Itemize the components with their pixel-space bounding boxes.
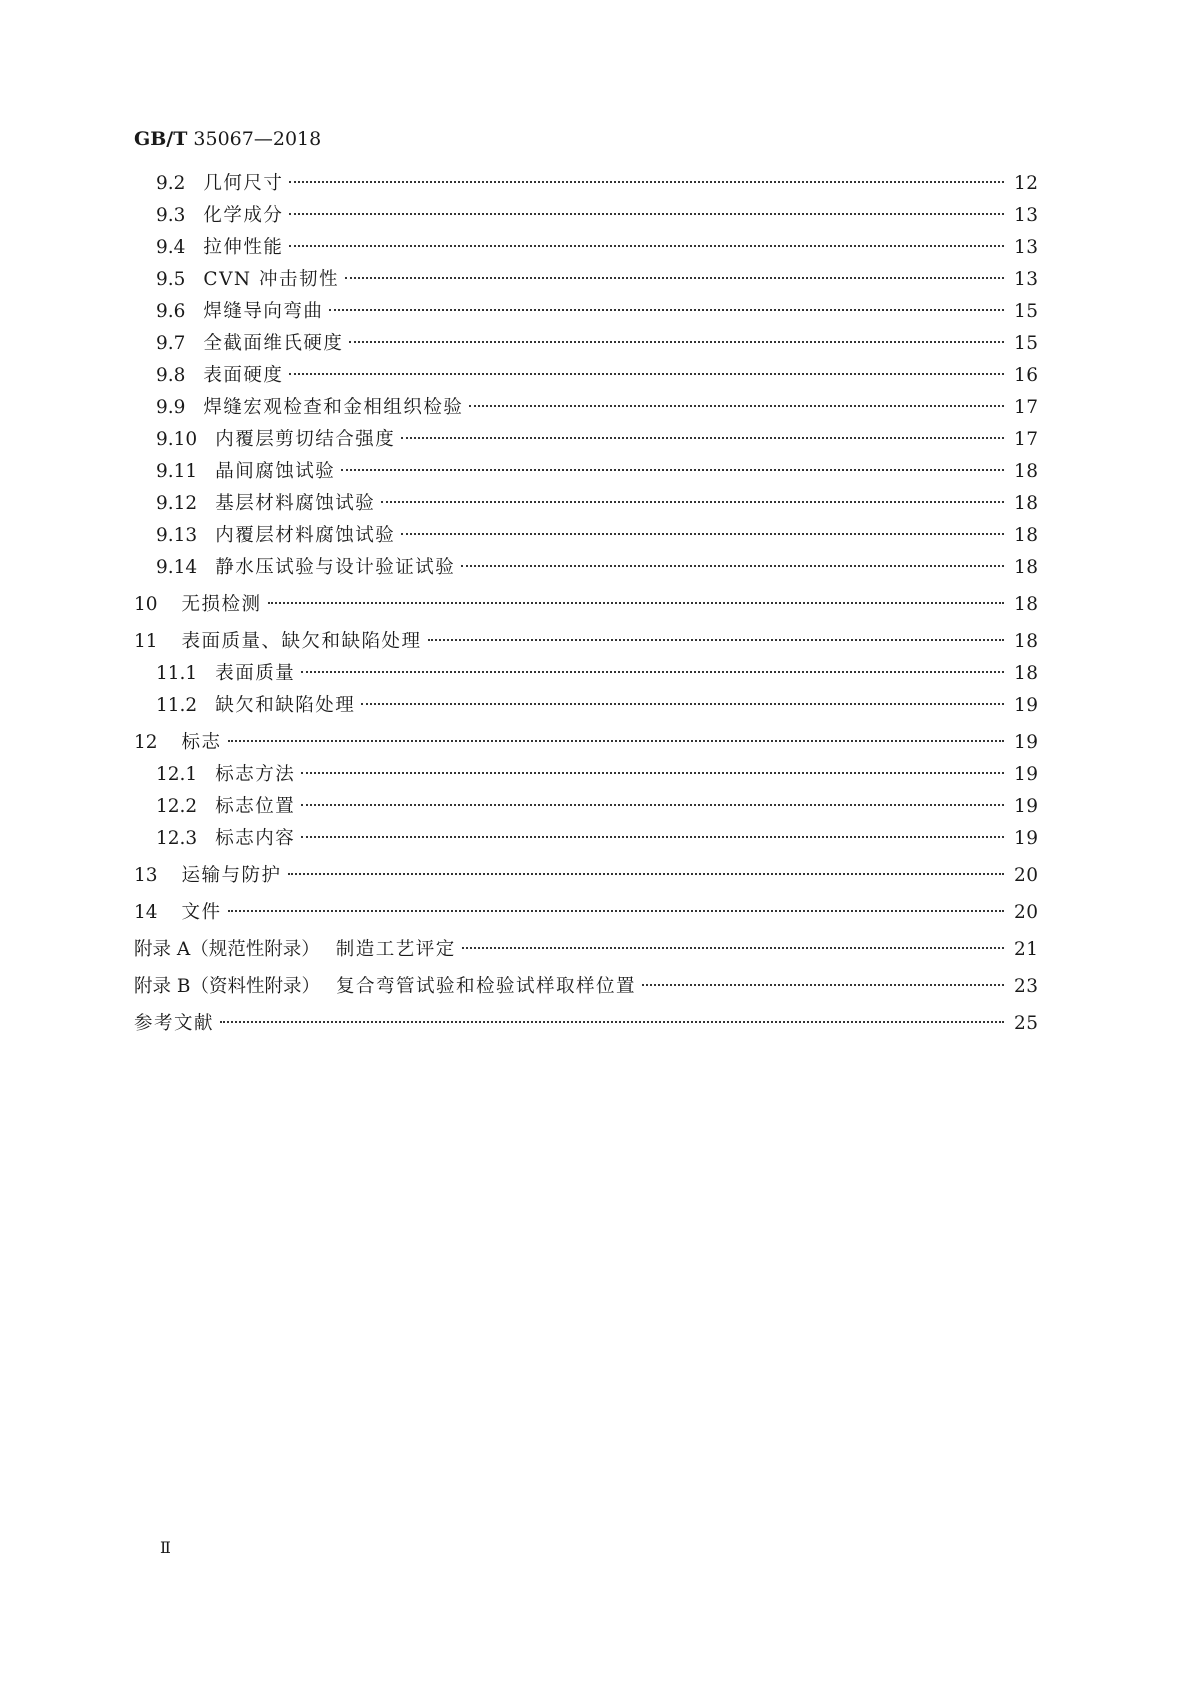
toc-entry-page: 20 (1014, 902, 1039, 923)
toc-dot-leader (289, 213, 1004, 215)
toc-entry-number: 11.1 (156, 663, 198, 684)
toc-entry-title: 焊缝导向弯曲 (203, 301, 324, 322)
toc-dot-leader (401, 533, 1004, 535)
toc-dot-leader (462, 947, 1004, 949)
toc-entry[interactable] (156, 763, 1038, 787)
toc-entry-title: 表面质量、缺欠和缺陷处理 (181, 631, 422, 652)
toc-entry[interactable] (156, 492, 1038, 516)
toc-entry-number: 10 (134, 594, 158, 615)
toc-entry-page: 20 (1014, 865, 1039, 886)
toc-dot-leader (228, 740, 1004, 742)
toc-entry[interactable] (134, 731, 1038, 755)
toc-entry-page: 17 (1014, 429, 1039, 450)
toc-dot-leader (288, 873, 1004, 875)
toc-entry-page: 13 (1014, 269, 1039, 290)
toc-entry-page: 13 (1014, 205, 1039, 226)
toc-entry-number: 9.11 (156, 461, 198, 482)
toc-entry-title: 表面质量 (215, 663, 296, 684)
toc-entry-title: 表面硬度 (203, 365, 284, 386)
toc-dot-leader (268, 602, 1004, 604)
toc-entry-page: 18 (1014, 631, 1039, 652)
toc-entry-title: 内覆层剪切结合强度 (215, 429, 396, 450)
toc-entry-title: CVN 冲击韧性 (203, 269, 340, 290)
toc-entry-number: 14 (134, 902, 158, 923)
toc-dot-leader (428, 639, 1004, 641)
toc-dot-leader (329, 309, 1004, 311)
standard-prefix: GB/T (134, 128, 188, 150)
toc-dot-leader (289, 245, 1004, 247)
toc-entry-title: 无损检测 (181, 594, 262, 615)
toc-entry-number: 9.5 (156, 269, 186, 290)
toc-entry[interactable] (134, 864, 1038, 888)
toc-entry-number: 9.9 (156, 397, 186, 418)
toc-entry[interactable] (156, 795, 1038, 819)
toc-entry[interactable] (156, 396, 1038, 420)
toc-dot-leader (469, 405, 1004, 407)
toc-entry-page: 23 (1014, 976, 1039, 997)
toc-entry-title: 参考文献 (134, 1013, 215, 1034)
toc-entry[interactable] (134, 593, 1038, 617)
toc-entry-title: 制造工艺评定 (335, 939, 456, 960)
toc-dot-leader (301, 804, 1004, 806)
toc-entry-number: 12.1 (156, 764, 198, 785)
toc-entry-number: 9.3 (156, 205, 186, 226)
standard-number: 35067—2018 (193, 128, 322, 150)
toc-dot-leader (381, 501, 1004, 503)
toc-entry-page: 18 (1014, 557, 1039, 578)
toc-entry-title: 缺欠和缺陷处理 (215, 695, 356, 716)
toc-dot-leader (301, 671, 1004, 673)
toc-entry[interactable] (156, 662, 1038, 686)
toc-entry-page: 18 (1014, 525, 1039, 546)
toc-dot-leader (220, 1021, 1004, 1023)
toc-entry-number: 9.6 (156, 301, 186, 322)
toc-entry-title: 静水压试验与设计验证试验 (215, 557, 456, 578)
toc-entry-title: 焊缝宏观检查和金相组织检验 (203, 397, 464, 418)
toc-entry-page: 15 (1014, 301, 1039, 322)
toc-entry-title: 标志内容 (215, 828, 296, 849)
toc-entry-title: 几何尺寸 (203, 173, 284, 194)
toc-entry[interactable] (156, 524, 1038, 548)
toc-entry[interactable] (156, 204, 1038, 228)
toc-entry-title: 标志位置 (215, 796, 296, 817)
toc-dot-leader (349, 341, 1004, 343)
toc-entry-title: 晶间腐蚀试验 (215, 461, 336, 482)
toc-entry-page: 18 (1014, 461, 1039, 482)
toc-entry-page: 18 (1014, 493, 1039, 514)
toc-entry[interactable] (156, 694, 1038, 718)
toc-dot-leader (228, 910, 1004, 912)
toc-entry-page: 13 (1014, 237, 1039, 258)
toc-dot-leader (341, 469, 1004, 471)
toc-dot-leader (642, 984, 1004, 986)
toc-entry-number: 9.4 (156, 237, 186, 258)
toc-dot-leader (461, 565, 1004, 567)
toc-entry-page: 19 (1014, 796, 1039, 817)
toc-entry-page: 18 (1014, 594, 1039, 615)
toc-entry[interactable] (134, 901, 1038, 925)
toc-entry-title: 全截面维氏硬度 (203, 333, 344, 354)
toc-entry-number: 12 (134, 732, 158, 753)
toc-entry[interactable] (156, 300, 1038, 324)
toc-entry-number: 9.10 (156, 429, 198, 450)
toc-dot-leader (401, 437, 1004, 439)
toc-entry-number: 9.2 (156, 173, 186, 194)
toc-entry-number: 13 (134, 865, 158, 886)
toc-entry-title: 文件 (181, 902, 222, 923)
toc-entry-page: 19 (1014, 828, 1039, 849)
toc-entry[interactable] (134, 1012, 1038, 1036)
toc-entry-page: 18 (1014, 663, 1039, 684)
toc-entry-title: 内覆层材料腐蚀试验 (215, 525, 396, 546)
toc-entry-title: 运输与防护 (181, 865, 282, 886)
toc-entry-number: 9.8 (156, 365, 186, 386)
toc-entry-title: 复合弯管试验和检验试样取样位置 (335, 976, 636, 997)
toc-entry-page: 21 (1014, 939, 1039, 960)
toc-entry-number: 附录 A（规范性附录） (134, 939, 320, 960)
toc-entry[interactable] (156, 172, 1038, 196)
toc-entry-number: 12.3 (156, 828, 198, 849)
toc-entry-page: 16 (1014, 365, 1039, 386)
toc-entry-number: 9.7 (156, 333, 186, 354)
toc-entry-number: 11 (134, 631, 158, 652)
toc-entry-page: 19 (1014, 764, 1039, 785)
toc-entry[interactable] (156, 556, 1038, 580)
toc-dot-leader (345, 277, 1004, 279)
toc-entry[interactable] (156, 827, 1038, 851)
toc-entry[interactable] (156, 236, 1038, 260)
toc-entry-page: 15 (1014, 333, 1039, 354)
toc-entry[interactable] (156, 332, 1038, 356)
toc-entry-page: 19 (1014, 732, 1039, 753)
toc-dot-leader (289, 373, 1004, 375)
toc-entry-number: 11.2 (156, 695, 198, 716)
page-number: Ⅱ (160, 1538, 171, 1557)
toc-entry-number: 附录 B（资料性附录） (134, 976, 320, 997)
toc-entry-title: 标志 (181, 732, 222, 753)
toc-entry[interactable] (134, 975, 1038, 999)
toc-entry-number: 9.12 (156, 493, 198, 514)
toc-dot-leader (361, 703, 1004, 705)
toc-entry[interactable] (156, 364, 1038, 388)
toc-dot-leader (301, 772, 1004, 774)
toc-entry[interactable] (156, 268, 1038, 292)
toc-entry[interactable] (134, 938, 1038, 962)
toc-entry[interactable] (156, 428, 1038, 452)
toc-entry-page: 25 (1014, 1013, 1039, 1034)
toc-entry-page: 12 (1014, 173, 1039, 194)
toc-dot-leader (301, 836, 1004, 838)
toc-entry-page: 17 (1014, 397, 1039, 418)
toc-entry-title: 拉伸性能 (203, 237, 284, 258)
toc-entry-title: 基层材料腐蚀试验 (215, 493, 376, 514)
toc-entry-number: 9.13 (156, 525, 198, 546)
toc-entry[interactable] (134, 630, 1038, 654)
toc-entry-number: 9.14 (156, 557, 198, 578)
toc-entry-title: 化学成分 (203, 205, 284, 226)
toc-entry-page: 19 (1014, 695, 1039, 716)
toc-entry-number: 12.2 (156, 796, 198, 817)
toc-entry[interactable] (156, 460, 1038, 484)
toc-dot-leader (289, 181, 1004, 183)
toc-entry-title: 标志方法 (215, 764, 296, 785)
